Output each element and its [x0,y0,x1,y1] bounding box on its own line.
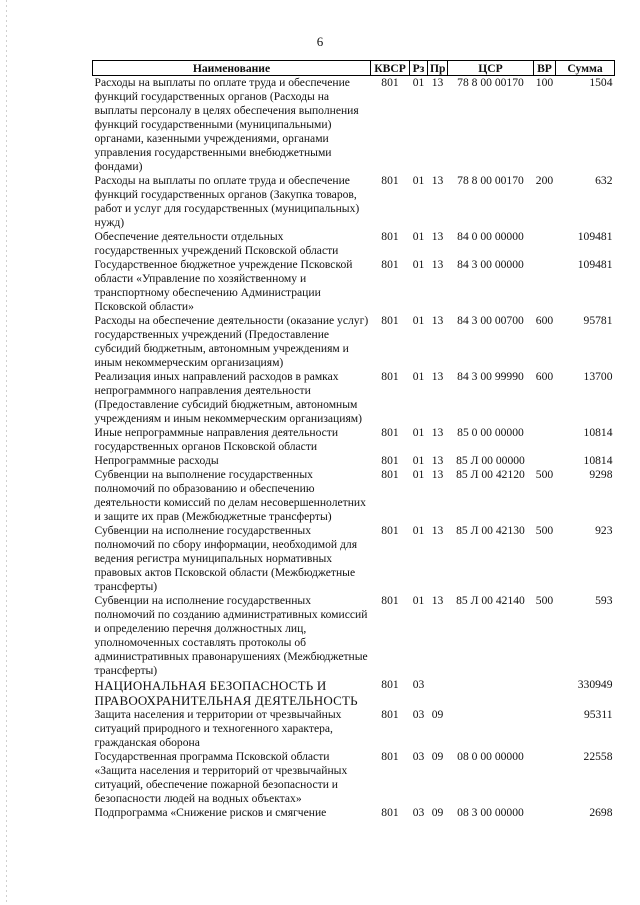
header-sum: Сумма [556,61,615,76]
row-rz: 01 [412,258,425,271]
row-kvsr: 801 [381,708,399,721]
row-pr: 13 [431,524,444,537]
row-kvsr: 801 [381,454,399,467]
row-vr: 200 [535,174,554,187]
row-sum: 109481 [577,230,613,243]
row-sum: 10814 [583,454,613,467]
row-vr: 500 [535,594,554,607]
row-kvsr: 801 [381,524,399,537]
row-name: Субвенции на исполнение государственных полномочий по созданию административных комиссий и определению перечня должностных лиц, уполномоченных составлять протоколы об административных правонарушениях (Межбюджетные трансферты) [94,594,368,677]
row-rz: 03 [412,806,425,819]
row-name: Иные непрограммные направления деятельности государственных органов Псковской области [94,426,339,453]
row-csr: 85 Л 00 42120 [456,468,525,481]
row-rz: 01 [412,76,425,89]
table-row-section [93,678,615,708]
row-rz: 01 [412,468,425,481]
row-name: Непрограммные расходы [94,454,219,467]
row-rz: 01 [412,314,425,327]
row-rz: 01 [412,426,425,439]
row-csr: 84 3 00 99990 [457,370,524,383]
table-row [93,454,615,468]
row-sum: 109481 [577,258,613,271]
row-rz: 01 [412,370,425,383]
table-row [93,806,615,820]
row-kvsr: 801 [381,750,399,763]
row-name: Подпрограмма «Снижение рисков и смягчение [94,806,327,819]
header-name: Наименование [93,61,371,76]
table-row [93,76,615,175]
row-kvsr: 801 [381,370,399,383]
table-row [93,230,615,258]
row-kvsr: 801 [381,314,399,327]
row-sum: 632 [595,174,613,187]
row-kvsr: 801 [381,678,399,691]
row-pr [428,678,448,708]
row-sum: 10814 [583,426,613,439]
table-row [93,258,615,314]
table-header-row [93,61,615,76]
row-name: Реализация иных направлений расходов в рамках непрограммного направления деятельности (Предоставление субсидий бюджетным, автономным учреждениям и иным некоммерческим организациям) [94,370,362,425]
row-csr: 84 0 00 00000 [457,230,524,243]
row-csr: 78 8 00 00170 [457,76,524,89]
row-rz: 03 [412,708,425,721]
row-pr: 13 [431,314,444,327]
row-vr [534,708,556,750]
row-csr: 85 Л 00 42130 [456,524,525,537]
row-kvsr: 801 [381,230,399,243]
row-kvsr: 801 [381,426,399,439]
row-name: Обеспечение деятельности отдельных государственных учреждений Псковской области [94,230,339,257]
row-vr: 100 [535,76,554,89]
row-sum: 13700 [583,370,613,383]
row-csr [448,678,534,708]
header-csr: ЦСР [448,61,534,76]
row-rz: 01 [412,454,425,467]
row-csr: 08 3 00 00000 [457,806,524,819]
row-pr: 13 [431,468,444,481]
header-vr: ВР [534,61,556,76]
row-kvsr: 801 [381,806,399,819]
row-pr: 13 [431,174,444,187]
row-sum: 9298 [589,468,613,481]
row-rz: 01 [412,524,425,537]
page-number: 6 [316,34,324,49]
header-rz: Рз [410,61,428,76]
row-name: Государственное бюджетное учреждение Псковской области «Управление по хозяйственному и транспортному обеспечению Администрации Псковской области» [94,258,353,313]
row-rz: 01 [412,230,425,243]
row-name: Расходы на обеспечение деятельности (оказание услуг) государственных учреждений (Предоставление субсидий бюджетным, автономным учреждениям и иным некоммерческим организациям) [94,314,369,369]
row-pr: 13 [431,426,444,439]
table-body [93,76,615,821]
row-sum: 593 [595,594,613,607]
row-vr [534,678,556,708]
row-name: НАЦИОНАЛЬНАЯ БЕЗОПАСНОСТЬ И ПРАВООХРАНИТЕЛЬНАЯ ДЕЯТЕЛЬНОСТЬ [94,678,358,708]
row-vr: 600 [535,314,554,327]
row-kvsr: 801 [381,174,399,187]
row-name: Субвенции на выполнение государственных полномочий по образованию и обеспечению деятельности комиссий по делам несовершеннолетних и защите их прав (Межбюджетные трансферты) [94,468,366,523]
row-vr: 500 [535,468,554,481]
row-rz: 03 [412,678,425,691]
row-vr [534,230,556,258]
header-kvsr: КВСР [371,61,410,76]
row-vr [534,750,556,806]
table-row [93,708,615,750]
row-kvsr: 801 [381,76,399,89]
row-rz: 01 [412,174,425,187]
row-kvsr: 801 [381,258,399,271]
row-name: Субвенции на исполнение государственных полномочий по сбору информации, необходимой для ведения регистра муниципальных нормативных правовых актов Псковской области (Межбюджетные трансферты) [94,524,358,593]
row-name: Расходы на выплаты по оплате труда и обеспечение функций государственных органов (Закупка товаров, работ и услуг для государственных (муниципальных) нужд) [94,174,360,229]
row-vr: 600 [535,370,554,383]
table-row [93,468,615,524]
budget-table [92,60,615,820]
row-vr [534,454,556,468]
row-pr: 13 [431,230,444,243]
table-row [93,314,615,370]
table-row [93,750,615,806]
row-csr: 85 Л 00 00000 [456,454,525,467]
row-sum: 95311 [583,708,613,721]
header-pr: Пр [428,61,448,76]
row-pr: 09 [431,708,444,721]
row-sum: 2698 [589,806,613,819]
row-sum: 22558 [583,750,613,763]
row-csr: 85 0 00 00000 [457,426,524,439]
row-csr: 08 0 00 00000 [457,750,524,763]
table-row [93,370,615,426]
row-csr [448,708,534,750]
row-name: Расходы на выплаты по оплате труда и обеспечение функций государственных органов (Расходы на выплаты персоналу в целях обеспечения выполнения функций государственными (муниципальными) органами, казенными учреждениями, органами управления государственными внебюджетными фондами) [94,76,359,173]
row-sum: 95781 [583,314,613,327]
row-csr: 84 3 00 00000 [457,258,524,271]
row-sum: 330949 [577,678,613,691]
row-kvsr: 801 [381,594,399,607]
row-kvsr: 801 [381,468,399,481]
row-csr: 84 3 00 00700 [457,314,524,327]
table-row [93,426,615,454]
row-sum: 923 [595,524,613,537]
table-row [93,174,615,230]
row-pr: 13 [431,258,444,271]
row-pr: 09 [431,806,444,819]
row-pr: 13 [431,76,444,89]
row-csr: 85 Л 00 42140 [456,594,525,607]
table-row [93,594,615,678]
row-pr: 13 [431,594,444,607]
row-pr: 13 [431,370,444,383]
row-sum: 1504 [589,76,613,89]
scan-edge [6,0,7,905]
row-pr: 09 [431,750,444,763]
row-vr [534,258,556,314]
row-vr: 500 [535,524,554,537]
row-vr [534,426,556,454]
row-name: Защита населения и территории от чрезвычайных ситуаций природного и техногенного характера, гражданская оборона [94,708,342,749]
row-rz: 03 [412,750,425,763]
row-name: Государственная программа Псковской области «Защита населения и территорий от чрезвычайных ситуаций, обеспечение пожарной безопасности и безопасности людей на водных объектах» [94,750,348,805]
row-pr: 13 [431,454,444,467]
row-csr: 78 8 00 00170 [457,174,524,187]
table-row [93,524,615,594]
row-rz: 01 [412,594,425,607]
row-vr [534,806,556,820]
